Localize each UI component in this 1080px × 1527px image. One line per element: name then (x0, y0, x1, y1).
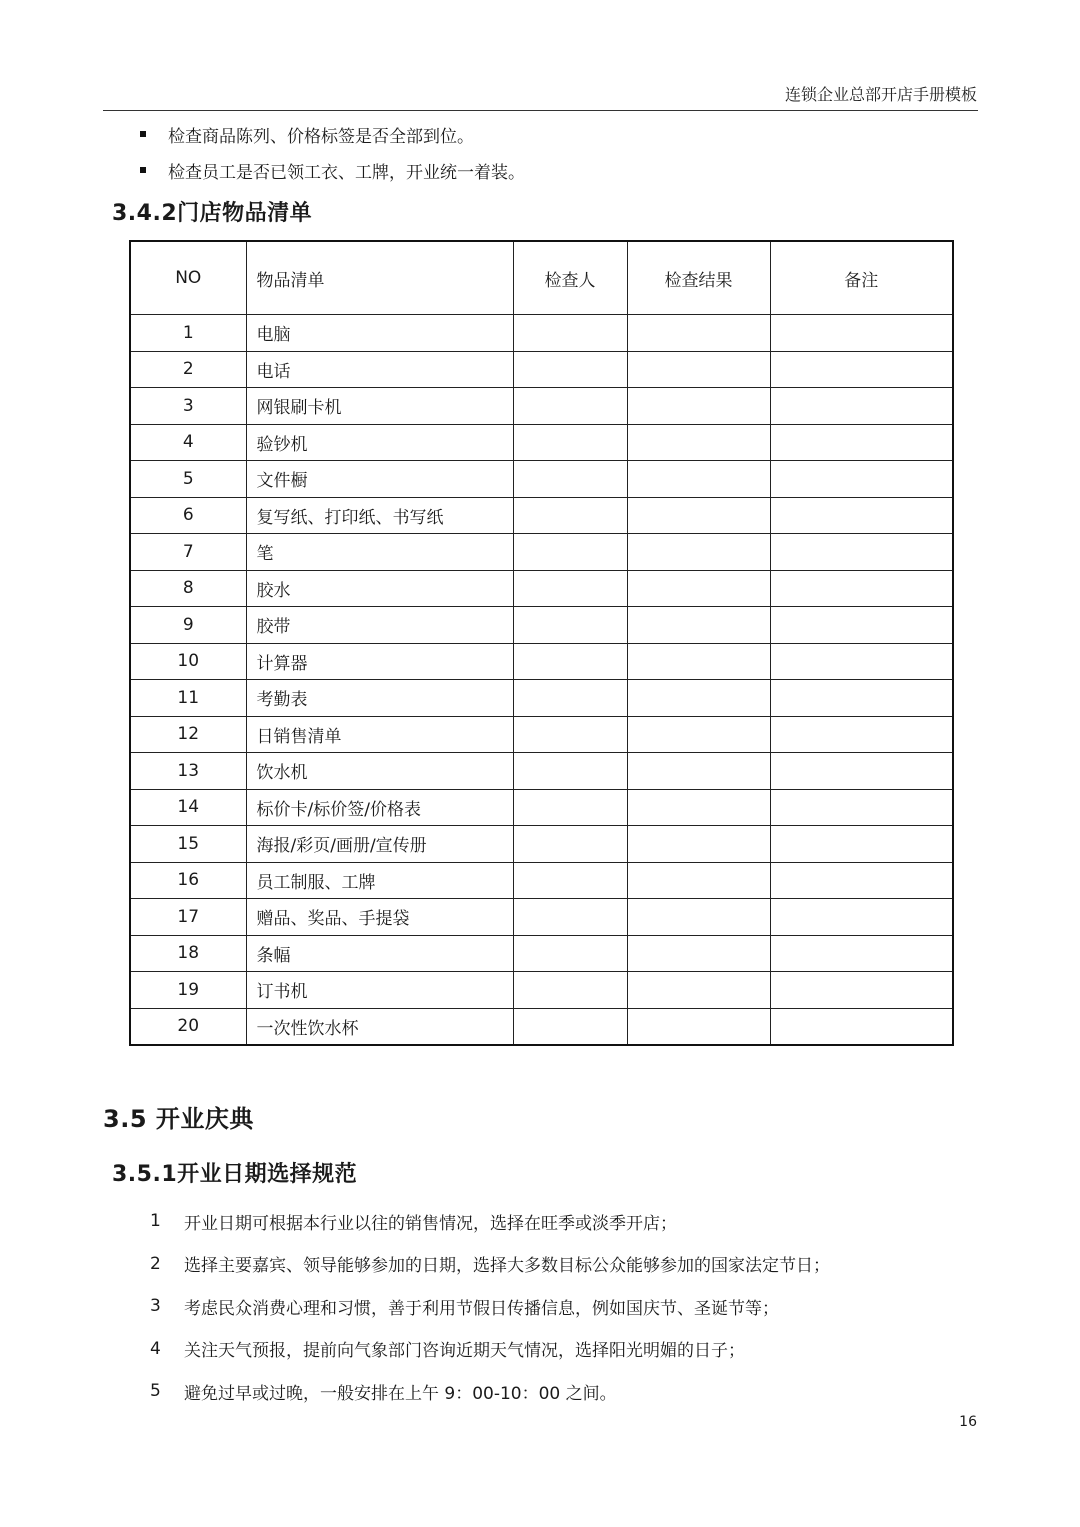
checker-cell[interactable] (513, 643, 627, 680)
checklist-bullets (140, 116, 525, 188)
table-row (130, 351, 953, 388)
remark-cell[interactable] (770, 534, 953, 571)
row-item: 计算器 (246, 643, 513, 680)
row-item: 海报/彩页/画册/宣传册 (246, 826, 513, 863)
bullet-text: 检查商品陈列、价格标签是否全部到位。 (168, 126, 474, 147)
row-item: 员工制服、工牌 (246, 862, 513, 899)
checker-cell[interactable] (513, 388, 627, 425)
table-row (130, 424, 953, 461)
running-header: 连锁企业总部开店手册模板 (784, 85, 977, 104)
table-row (130, 789, 953, 826)
result-cell[interactable] (627, 1008, 770, 1045)
row-item: 日销售清单 (246, 716, 513, 753)
row-no: 4 (130, 424, 246, 461)
result-cell[interactable] (627, 534, 770, 571)
checker-cell[interactable] (513, 351, 627, 388)
square-bullet-icon (140, 131, 146, 137)
checker-cell[interactable] (513, 315, 627, 352)
checker-cell[interactable] (513, 935, 627, 972)
header-no: NO (130, 241, 246, 315)
remark-cell[interactable] (770, 1008, 953, 1045)
table-row (130, 972, 953, 1009)
result-cell[interactable] (627, 461, 770, 498)
section-heading-35: 3.5 开业庆典 (103, 1105, 254, 1133)
result-cell[interactable] (627, 315, 770, 352)
row-no: 13 (130, 753, 246, 790)
checker-cell[interactable] (513, 680, 627, 717)
list-text: 开业日期可根据本行业以往的销售情况，选择在旺季或淡季开店； (184, 1213, 677, 1234)
list-item (150, 1200, 830, 1243)
row-item: 饮水机 (246, 753, 513, 790)
table-row (130, 680, 953, 717)
remark-cell[interactable] (770, 935, 953, 972)
list-text: 避免过早或过晚，一般安排在上午 9：00-10：00 之间。 (184, 1383, 617, 1404)
remark-cell[interactable] (770, 753, 953, 790)
row-item: 文件橱 (246, 461, 513, 498)
list-item (150, 1243, 830, 1286)
row-item: 网银刷卡机 (246, 388, 513, 425)
row-no: 7 (130, 534, 246, 571)
row-item: 胶带 (246, 607, 513, 644)
row-no: 1 (130, 315, 246, 352)
result-cell[interactable] (627, 570, 770, 607)
remark-cell[interactable] (770, 315, 953, 352)
table-row (130, 826, 953, 863)
checker-cell[interactable] (513, 424, 627, 461)
row-item: 条幅 (246, 935, 513, 972)
row-no: 3 (130, 388, 246, 425)
remark-cell[interactable] (770, 497, 953, 534)
result-cell[interactable] (627, 607, 770, 644)
header-remark: 备注 (770, 241, 953, 315)
section-heading-351: 3.5.1开业日期选择规范 (112, 1162, 358, 1187)
list-number: 3 (150, 1296, 161, 1317)
bullet-item (140, 152, 525, 188)
checker-cell[interactable] (513, 826, 627, 863)
remark-cell[interactable] (770, 607, 953, 644)
list-number: 5 (150, 1381, 161, 1402)
list-item (150, 1285, 830, 1328)
row-no: 12 (130, 716, 246, 753)
remark-cell[interactable] (770, 388, 953, 425)
checker-cell[interactable] (513, 753, 627, 790)
header-divider (103, 110, 978, 111)
checker-cell[interactable] (513, 534, 627, 571)
checker-cell[interactable] (513, 607, 627, 644)
remark-cell[interactable] (770, 972, 953, 1009)
store-items-table (129, 240, 954, 1046)
result-cell[interactable] (627, 899, 770, 936)
row-no: 11 (130, 680, 246, 717)
table-row (130, 315, 953, 352)
header-result: 检查结果 (627, 241, 770, 315)
result-cell[interactable] (627, 388, 770, 425)
row-item: 电脑 (246, 315, 513, 352)
row-item: 一次性饮水杯 (246, 1008, 513, 1045)
result-cell[interactable] (627, 972, 770, 1009)
result-cell[interactable] (627, 643, 770, 680)
checker-cell[interactable] (513, 716, 627, 753)
row-item: 胶水 (246, 570, 513, 607)
remark-cell[interactable] (770, 424, 953, 461)
row-no: 14 (130, 789, 246, 826)
page-number: 16 (959, 1414, 977, 1430)
row-item: 标价卡/标价签/价格表 (246, 789, 513, 826)
table-row (130, 643, 953, 680)
checker-cell[interactable] (513, 570, 627, 607)
list-item (150, 1328, 830, 1371)
row-no: 16 (130, 862, 246, 899)
remark-cell[interactable] (770, 680, 953, 717)
table-row (130, 534, 953, 571)
result-cell[interactable] (627, 497, 770, 534)
list-item (150, 1370, 830, 1413)
result-cell[interactable] (627, 680, 770, 717)
result-cell[interactable] (627, 424, 770, 461)
table-row (130, 935, 953, 972)
result-cell[interactable] (627, 716, 770, 753)
row-item: 电话 (246, 351, 513, 388)
list-text: 考虑民众消费心理和习惯，善于利用节假日传播信息，例如国庆节、圣诞节等； (184, 1298, 779, 1319)
row-no: 18 (130, 935, 246, 972)
checker-cell[interactable] (513, 497, 627, 534)
list-number: 4 (150, 1338, 161, 1359)
row-no: 8 (130, 570, 246, 607)
row-no: 15 (130, 826, 246, 863)
row-no: 2 (130, 351, 246, 388)
table-row (130, 388, 953, 425)
checker-cell[interactable] (513, 899, 627, 936)
remark-cell[interactable] (770, 899, 953, 936)
row-item: 复写纸、打印纸、书写纸 (246, 497, 513, 534)
section-heading-342: 3.4.2门店物品清单 (112, 201, 313, 226)
row-item: 订书机 (246, 972, 513, 1009)
row-item: 考勤表 (246, 680, 513, 717)
remark-cell[interactable] (770, 351, 953, 388)
row-no: 10 (130, 643, 246, 680)
list-number: 2 (150, 1253, 161, 1274)
remark-cell[interactable] (770, 643, 953, 680)
remark-cell[interactable] (770, 716, 953, 753)
list-text: 关注天气预报，提前向气象部门咨询近期天气情况，选择阳光明媚的日子； (184, 1341, 745, 1362)
row-no: 5 (130, 461, 246, 498)
result-cell[interactable] (627, 789, 770, 826)
remark-cell[interactable] (770, 862, 953, 899)
result-cell[interactable] (627, 753, 770, 790)
row-no: 9 (130, 607, 246, 644)
table-row (130, 497, 953, 534)
remark-cell[interactable] (770, 826, 953, 863)
row-no: 20 (130, 1008, 246, 1045)
header-item: 物品清单 (246, 241, 513, 315)
table-row (130, 1008, 953, 1045)
opening-date-rules (150, 1200, 830, 1413)
row-item: 赠品、奖品、手提袋 (246, 899, 513, 936)
row-no: 17 (130, 899, 246, 936)
table-row (130, 899, 953, 936)
table-row (130, 461, 953, 498)
bullet-text: 检查员工是否已领工衣、工牌，开业统一着装。 (168, 162, 525, 183)
table-row (130, 607, 953, 644)
table-header-row (130, 241, 953, 315)
row-no: 6 (130, 497, 246, 534)
result-cell[interactable] (627, 826, 770, 863)
remark-cell[interactable] (770, 789, 953, 826)
table-row (130, 716, 953, 753)
result-cell[interactable] (627, 862, 770, 899)
remark-cell[interactable] (770, 461, 953, 498)
checker-cell[interactable] (513, 972, 627, 1009)
result-cell[interactable] (627, 935, 770, 972)
table-row (130, 570, 953, 607)
checker-cell[interactable] (513, 1008, 627, 1045)
list-text: 选择主要嘉宾、领导能够参加的日期，选择大多数目标公众能够参加的国家法定节日； (184, 1256, 830, 1277)
bullet-item (140, 116, 525, 152)
list-number: 1 (150, 1211, 161, 1232)
square-bullet-icon (140, 167, 146, 173)
row-no: 19 (130, 972, 246, 1009)
result-cell[interactable] (627, 351, 770, 388)
header-checker: 检查人 (513, 241, 627, 315)
row-item: 验钞机 (246, 424, 513, 461)
checker-cell[interactable] (513, 461, 627, 498)
table-row (130, 753, 953, 790)
row-item: 笔 (246, 534, 513, 571)
checker-cell[interactable] (513, 862, 627, 899)
remark-cell[interactable] (770, 570, 953, 607)
table-row (130, 862, 953, 899)
checker-cell[interactable] (513, 789, 627, 826)
